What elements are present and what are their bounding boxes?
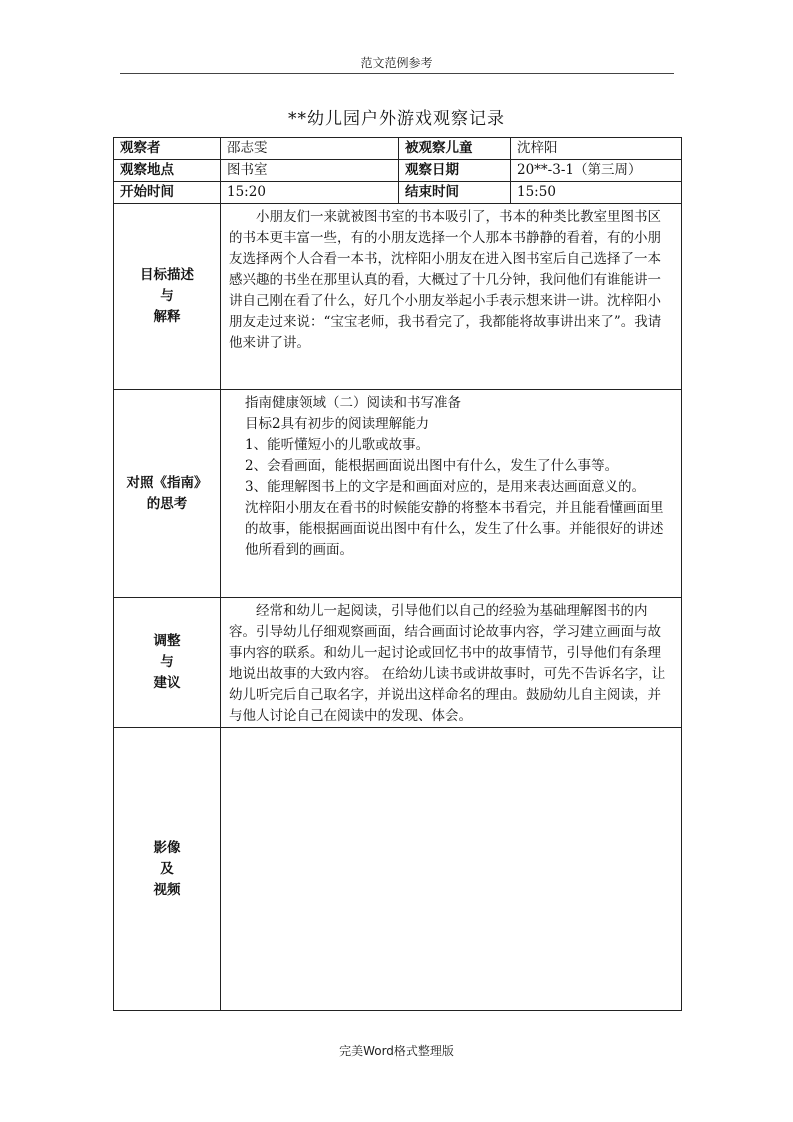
place-label: 观察地点 — [114, 160, 221, 182]
end-time-label: 结束时间 — [399, 182, 511, 204]
date-label: 观察日期 — [399, 160, 511, 182]
description-content — [221, 204, 682, 390]
date-value: 20**-3-1（第三周） — [511, 160, 682, 182]
guide-line: 1、能听懂短小的儿歌或故事。 — [245, 437, 430, 453]
guide-line: 指南健康领域（二）阅读和书写准备 — [245, 395, 461, 411]
info-row-observer — [114, 138, 682, 160]
media-label: 影像 及 视频 — [114, 728, 221, 1011]
adjust-content — [221, 598, 682, 728]
media-row — [114, 728, 682, 1011]
page-header: 范文范例参考 — [360, 56, 433, 70]
media-content-area — [221, 728, 682, 1011]
place-value: 图书室 — [221, 160, 399, 182]
adjust-text: 经常和幼儿一起阅读，引导他们以自己的经验为基础理解图书的内容。引导幼儿仔细观察画面，结合画面讨论故事内容，学习建立画面与故事内容的联系。和幼儿一起讨论或回忆书中的故事情节，引导他们有条理地说出故事的大致内容。 在给幼儿读书或讲故事时，可先不告诉名字，让幼儿听完后自己取名字，并说出这样命名的理由。鼓励幼儿自主阅读，并与他人讨论自己在阅读中的发现、体会。 — [229, 603, 666, 724]
start-time-label: 开始时间 — [114, 182, 221, 204]
guide-line: 3、能理解图书上的文字是和画面对应的，是用来表达画面意义的。 — [245, 479, 646, 495]
page-footer: 完美Word格式整理版 — [339, 1044, 454, 1058]
description-row — [114, 204, 682, 390]
start-time-value: 15:20 — [221, 182, 399, 204]
description-label: 目标描述 与 解释 — [114, 204, 221, 390]
guide-label: 对照《指南》 的思考 — [114, 390, 221, 598]
adjust-label: 调整 与 建议 — [114, 598, 221, 728]
observation-table — [113, 137, 682, 1011]
guide-line: 2、会看画面，能根据画面说出图中有什么，发生了什么事等。 — [245, 458, 619, 474]
info-row-place — [114, 160, 682, 182]
observer-value: 邵志雯 — [221, 138, 399, 160]
child-label: 被观察儿童 — [399, 138, 511, 160]
description-text: 小朋友们一来就被图书室的书本吸引了，书本的种类比教室里图书区的书本更丰富一些，有的小朋友选择一个人那本书静静的看着，有的小朋友选择两个人合看一本书，沈梓阳小朋友在进入图书室后自己选择了一本感兴趣的书坐在那里认真的看，大概过了十几分钟，我问他们有谁能讲一讲自己刚在看了什么，好几个小朋友举起小手表示想来讲一讲。沈梓阳小朋友走过来说：“宝宝老师，我书看完了，我都能将故事讲出来了”。我请他来讲了讲。 — [229, 209, 662, 351]
guide-row — [114, 390, 682, 598]
guide-content — [221, 390, 682, 598]
document-title: **幼儿园户外游戏观察记录 — [288, 109, 505, 129]
header-divider — [120, 73, 674, 74]
child-value: 沈梓阳 — [511, 138, 682, 160]
info-row-time — [114, 182, 682, 204]
end-time-value: 15:50 — [511, 182, 682, 204]
adjust-row — [114, 598, 682, 728]
observer-label: 观察者 — [114, 138, 221, 160]
guide-reflection: 沈梓阳小朋友在看书的时候能安静的将整本书看完，并且能看懂画面里的故事，能根据画面说出图中有什么，发生了什么事。并能很好的讲述他所看到的画面。 — [245, 500, 664, 558]
guide-line: 目标2具有初步的阅读理解能力 — [245, 416, 430, 432]
